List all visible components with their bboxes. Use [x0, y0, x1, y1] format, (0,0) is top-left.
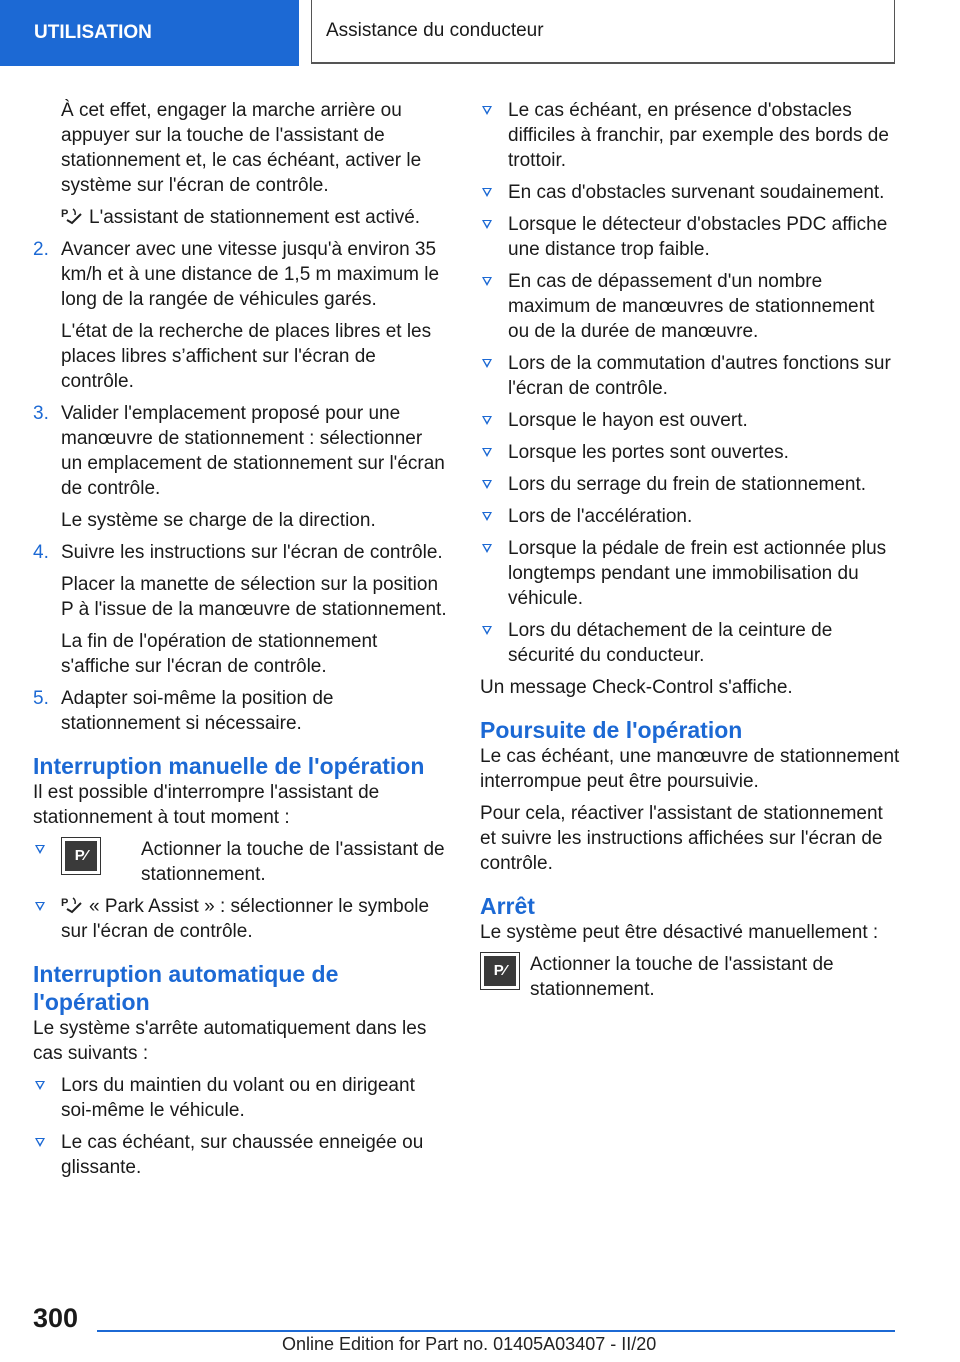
stop-heading: Arrêt: [480, 893, 535, 919]
bullet-text: En cas de dépassement d'un nombre maximum de manœuvres de stationnement ou de la durée de manœuvre.: [508, 271, 875, 342]
bullet-item: [480, 504, 900, 529]
step-number: 3.: [33, 403, 49, 424]
bullet-triangle-icon: [482, 359, 492, 368]
bullet-item: [480, 269, 900, 344]
park-assist-icon: [61, 206, 83, 226]
bullet-text: Lorsque le hayon est ouvert.: [508, 410, 748, 431]
manual-interruption-heading: Interruption manuelle de l'opération: [33, 753, 425, 779]
bullet-triangle-icon: [482, 626, 492, 635]
bullet-triangle-icon: [35, 1138, 45, 1147]
stop-intro: Le système peut être désactivé manuellement :: [480, 922, 879, 943]
step-item: [33, 237, 447, 394]
manual-bullet-2-text: « Park Assist » : sélectionner le symbole sur l'écran de contrôle.: [61, 896, 430, 942]
step-text: Valider l'emplacement proposé pour une manœuvre de stationnement : sélectionner un emplacement de stationnement sur l'écran de contrôle.: [61, 403, 445, 499]
bullet-triangle-icon: [482, 220, 492, 229]
bullet-text: En cas d'obstacles survenant soudainement.: [508, 182, 885, 203]
bullet-item: [480, 212, 900, 262]
step-extra: L'état de la recherche de places libres et les places libres s’affichent sur l'écran de contrôle.: [61, 321, 432, 392]
bullet-text: Lorsque le détecteur d'obstacles PDC affiche une distance trop faible.: [508, 214, 888, 260]
bullet-triangle-icon: [482, 188, 492, 197]
right-column: [480, 98, 900, 1002]
bullet-text: Lors de la commutation d'autres fonctions sur l'écran de contrôle.: [508, 353, 891, 399]
bullet-item: [480, 180, 900, 205]
bullet-item: [480, 472, 900, 497]
bullet-item: [480, 618, 900, 668]
section-tab: UTILISATION: [0, 0, 299, 66]
step-number: 2.: [33, 239, 49, 260]
bullet-item: [480, 408, 900, 433]
step-item: [33, 401, 447, 533]
bullet-triangle-icon: [35, 1081, 45, 1090]
resume-paragraph-2: Pour cela, réactiver l'assistant de stationnement et suivre les instructions affichées sur l'écran de contrôle.: [480, 803, 883, 874]
left-column: [33, 98, 447, 1187]
bullet-item: [33, 1130, 447, 1180]
bullet-triangle-icon: [35, 902, 45, 911]
step-extra: Placer la manette de sélection sur la position P à l'issue de la manœuvre de stationnement.: [61, 574, 447, 620]
chapter-title: Assistance du conducteur: [311, 0, 895, 64]
park-assist-icon: [61, 895, 83, 915]
park-assist-button-icon: P⁄: [480, 952, 520, 990]
resume-paragraph-1: Le cas échéant, une manœuvre de stationnement interrompue peut être poursuivie.: [480, 746, 900, 792]
activated-text: L'assistant de stationnement est activé.: [89, 207, 421, 228]
svg-text:P: P: [61, 208, 69, 220]
step-extra: La fin de l'opération de stationnement s'affiche sur l'écran de contrôle.: [61, 631, 378, 677]
svg-text:P: P: [61, 897, 69, 909]
bullet-text: Lorsque la pédale de frein est actionnée plus longtemps pendant une immobilisation du véhicule.: [508, 538, 887, 609]
manual-bullet-1-text: Actionner la touche de l'assistant de stationnement.: [141, 839, 445, 885]
manual-intro: Il est possible d'interrompre l'assistant de stationnement à tout moment :: [33, 782, 380, 828]
stop-action-text: Actionner la touche de l'assistant de stationnement.: [530, 954, 834, 1000]
bullet-text: Lors du maintien du volant ou en dirigeant soi-même le véhicule.: [61, 1075, 415, 1121]
bullet-triangle-icon: [482, 106, 492, 115]
bullet-text: Lors du détachement de la ceinture de sécurité du conducteur.: [508, 620, 833, 666]
footer-divider: [97, 1330, 895, 1332]
step-number: 5.: [33, 688, 49, 709]
bullet-triangle-icon: [482, 277, 492, 286]
resume-heading: Poursuite de l'opération: [480, 717, 743, 743]
bullet-triangle-icon: [482, 544, 492, 553]
park-assist-button-icon: P⁄: [61, 837, 101, 875]
bullet-triangle-icon: [35, 845, 45, 854]
bullet-item: [480, 351, 900, 401]
button-instruction: [480, 952, 900, 1002]
bullet-item: [480, 536, 900, 611]
step-item: [33, 540, 447, 679]
auto-intro: Le système s'arrête automatiquement dans les cas suivants :: [33, 1018, 427, 1064]
bullet-triangle-icon: [482, 416, 492, 425]
bullet-text: Le cas échéant, sur chaussée enneigée ou glissante.: [61, 1132, 424, 1178]
step-text: Suivre les instructions sur l'écran de contrôle.: [61, 542, 443, 563]
intro-paragraph: À cet effet, engager la marche arrière ou appuyer sur la touche de l'assistant de stationnement et, le cas échéant, activer le système sur l'écran de contrôle.: [61, 100, 422, 196]
bullet-triangle-icon: [482, 448, 492, 457]
bullet-text: Lors du serrage du frein de stationnement.: [508, 474, 867, 495]
step-extra: Le système se charge de la direction.: [61, 510, 376, 531]
button-instruction: [61, 837, 447, 887]
bullet-item: [33, 894, 447, 944]
activated-line: [33, 205, 447, 230]
bullet-triangle-icon: [482, 512, 492, 521]
bullet-item: [480, 440, 900, 465]
auto-interruption-heading: Interruption automatique de l'opération: [33, 961, 339, 1015]
step-number: 4.: [33, 542, 49, 563]
bullet-item: [480, 98, 900, 173]
bullet-item: [33, 1073, 447, 1123]
step-item: [33, 686, 447, 736]
page-number: 300: [33, 1303, 79, 1333]
page-header: [0, 0, 960, 66]
bullet-text: Lorsque les portes sont ouvertes.: [508, 442, 789, 463]
step-text: Avancer avec une vitesse jusqu'à environ 35 km/h et à une distance de 1,5 m maximum le long de la rangée de véhicules garés.: [61, 239, 440, 310]
bullet-text: Le cas échéant, en présence d'obstacles difficiles à franchir, par exemple des bords de trottoir.: [508, 100, 889, 171]
edition-text: Online Edition for Part no. 01405A03407 - II/20: [282, 1334, 657, 1354]
step-text: Adapter soi-même la position de stationnement si nécessaire.: [61, 688, 334, 734]
bullet-text: Lors de l'accélération.: [508, 506, 693, 527]
bullet-item: [33, 837, 447, 887]
check-control-message: Un message Check-Control s'affiche.: [480, 677, 793, 698]
bullet-triangle-icon: [482, 480, 492, 489]
